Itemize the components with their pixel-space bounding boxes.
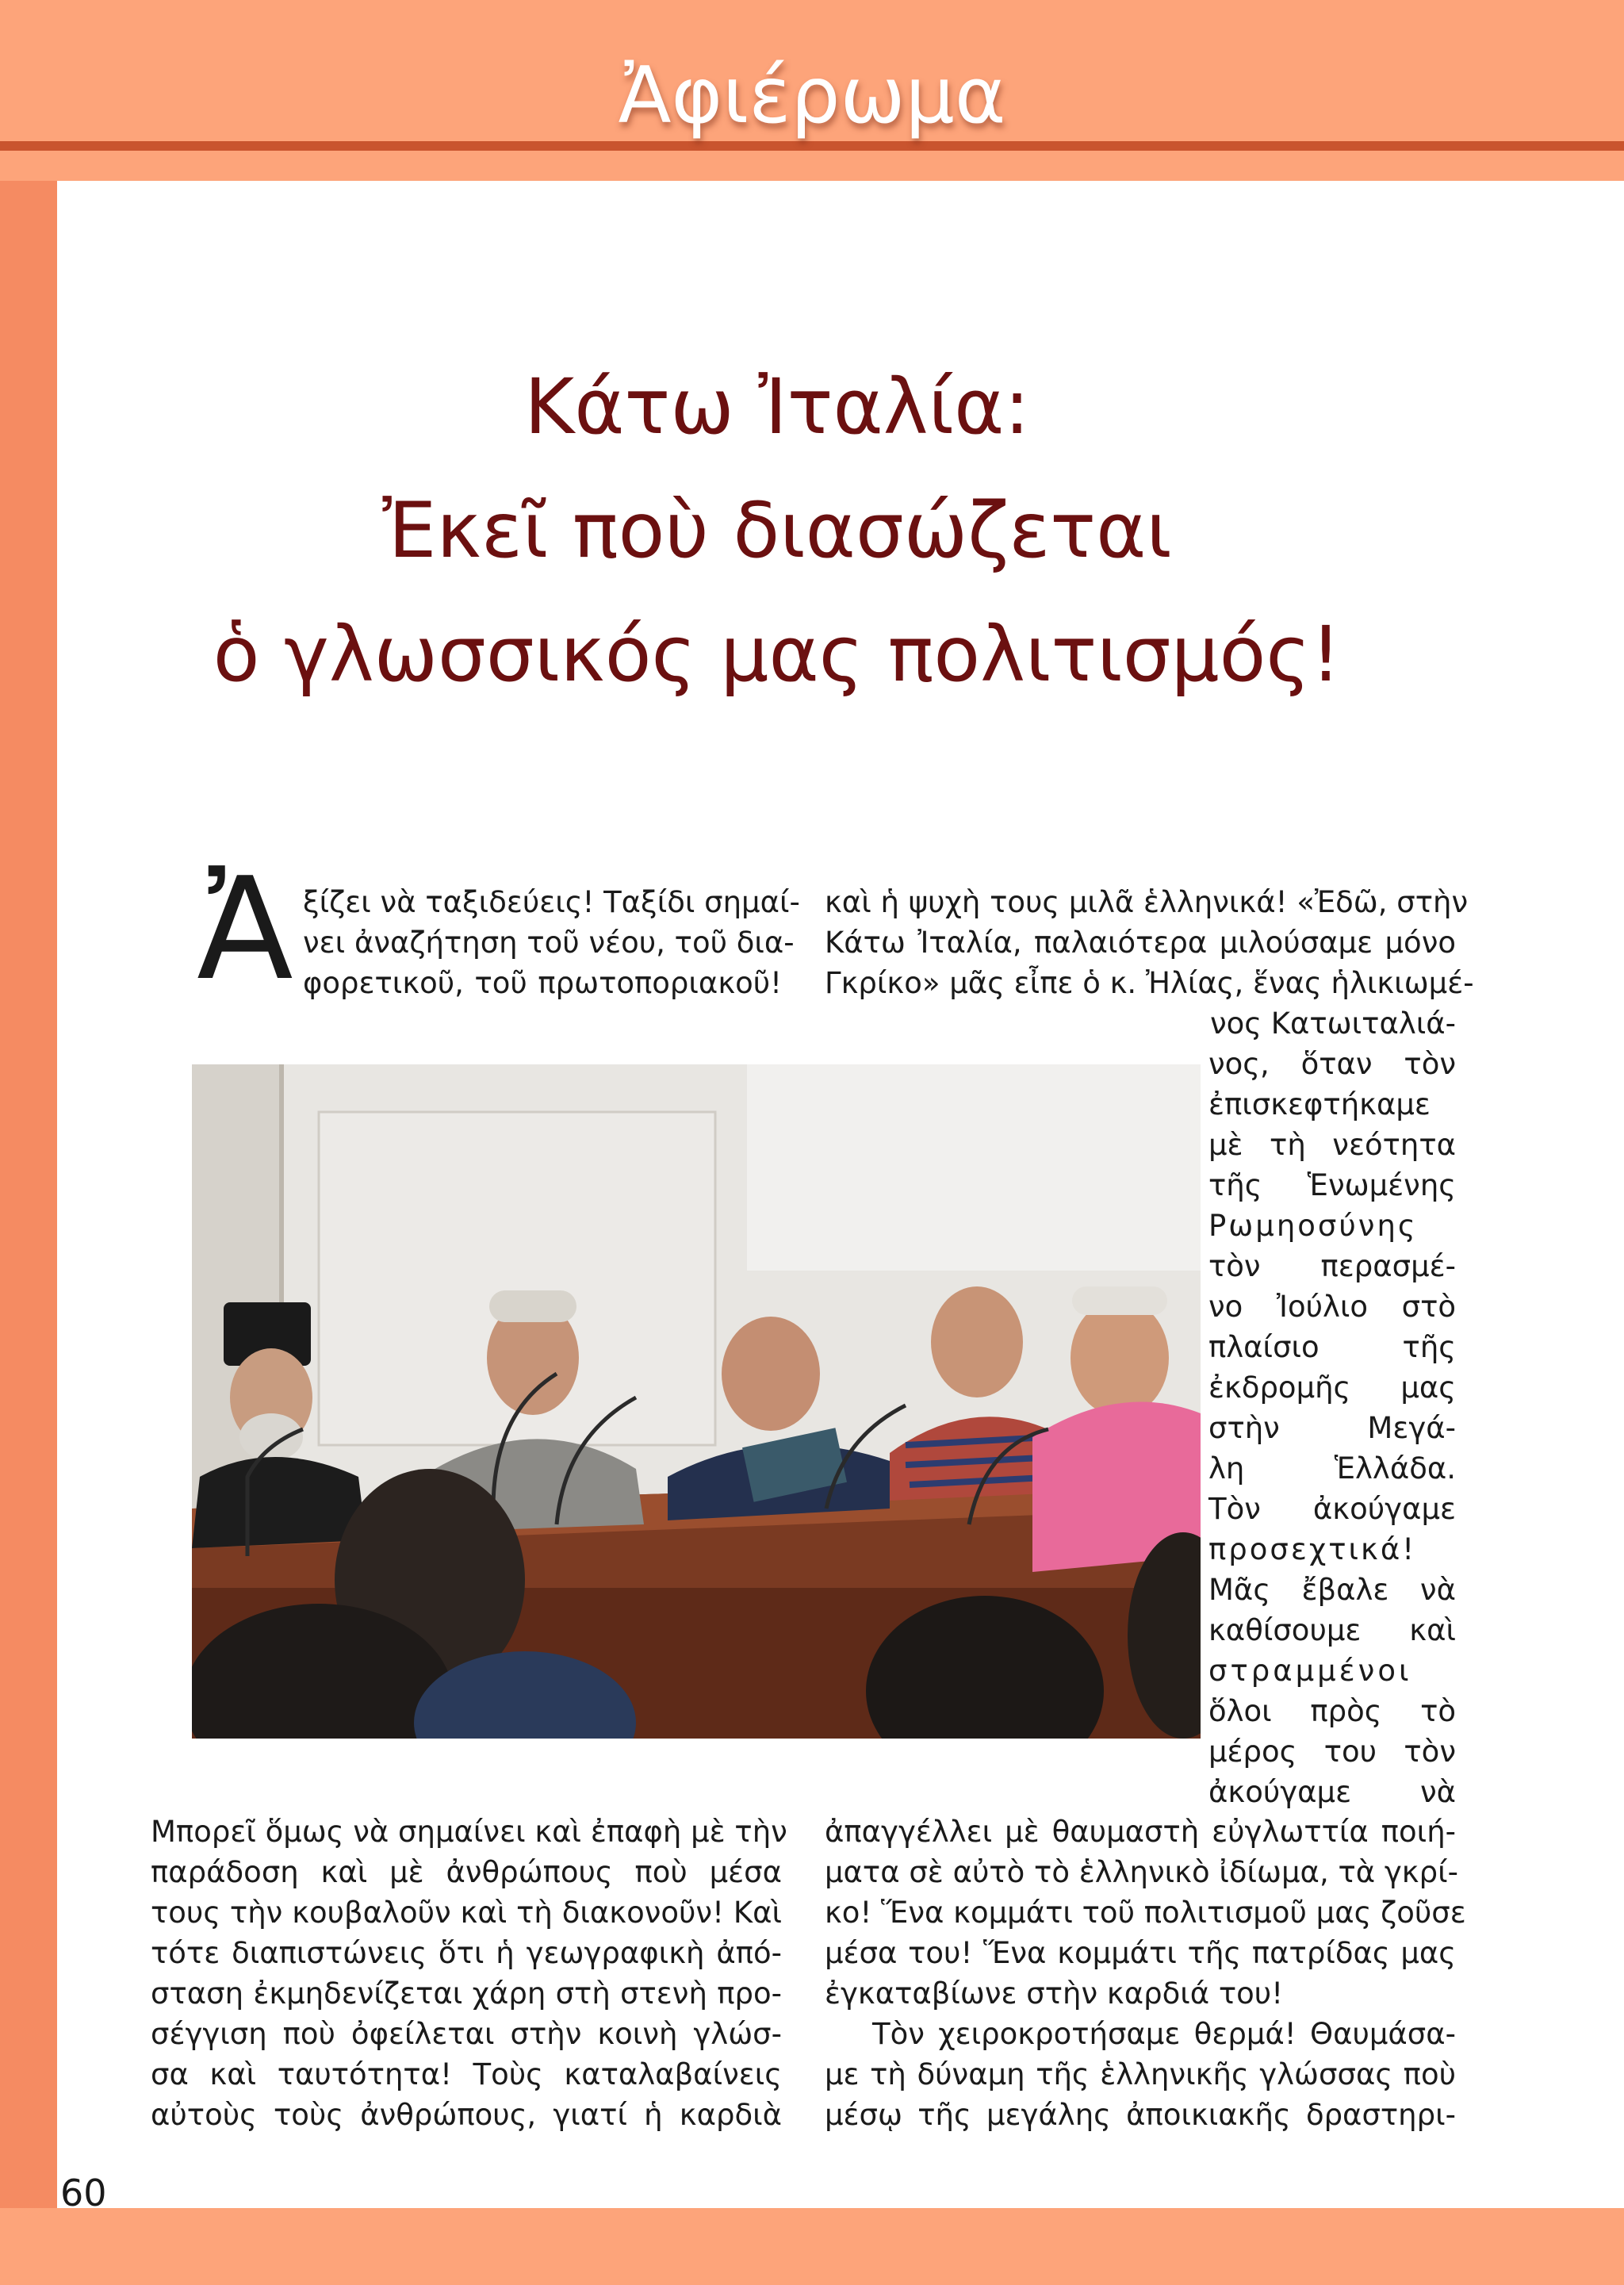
text-line: πλαίσιο τῆς: [1208, 1330, 1456, 1364]
text-line: παράδοση καὶ μὲ ἀνθρώπους ποὺ μέσα: [151, 1855, 782, 1889]
title-line: Ἐκεῖ ποὺ διασώζεται: [382, 486, 1172, 575]
text-line: ἐπισκεφτήκαμε: [1208, 1087, 1431, 1121]
text-line: αὐτοὺς τοὺς ἀνθρώπους, γιατί ἡ καρδιὰ: [151, 2098, 782, 2132]
text-line: νει ἀναζήτηση τοῦ νέου, τοῦ δια-: [303, 926, 795, 960]
text-line: σταση ἐκμηδενίζεται χάρη στὴ στενὴ προ-: [151, 1976, 782, 2011]
column2-narrow-paragraph: [1208, 1003, 1456, 1812]
text-line: καθίσουμε καὶ: [1208, 1613, 1456, 1647]
text-line: στὴν Μεγά-: [1208, 1411, 1456, 1445]
intro-paragraph: [303, 882, 800, 1003]
left-margin-strip: [0, 0, 57, 2285]
column2-top-paragraph: [825, 882, 1474, 1003]
text-line: σέγγιση ποὺ ὀφείλεται στὴν κοινὴ γλώσ-: [151, 2017, 782, 2051]
text-line: Τὸν ἀκούγαμε: [1208, 1492, 1456, 1526]
section-label: Ἀφιέρωμα: [618, 51, 1006, 141]
text-line: Μπορεῖ ὅμως νὰ σημαίνει καὶ ἐπαφὴ μὲ τὴν: [151, 1815, 787, 1849]
panel-discussion-photo: [192, 1064, 1201, 1739]
text-line: καὶ ἡ ψυχὴ τους μιλᾶ ἑλληνικά! «Ἐδῶ, στὴν: [825, 885, 1469, 919]
text-line: προσεχτικά!: [1208, 1532, 1417, 1566]
text-line: κο! Ἕνα κομμάτι τοῦ πολιτισμοῦ μας ζοῦσε: [825, 1896, 1466, 1930]
page-number: 60: [60, 2172, 107, 2214]
article-title: [111, 345, 1443, 716]
text-line: λη Ἑλλάδα.: [1208, 1451, 1456, 1486]
title-line: Κάτω Ἰταλία:: [524, 362, 1030, 451]
text-line: σα καὶ ταυτότητα! Τοὺς καταλαβαίνεις: [151, 2057, 782, 2091]
text-line: Ρωμηοσύνης: [1208, 1209, 1418, 1243]
text-line: μέσῳ τῆς μεγάλης ἀποικιακῆς δραστηρι-: [825, 2098, 1456, 2132]
text-line: ματα σὲ αὐτὸ τὸ ἑλληνικὸ ἰδίωμα, τὰ γκρί-: [825, 1855, 1458, 1889]
text-line: τους τὴν κουβαλοῦν καὶ τὴ διακονοῦν! Καὶ: [151, 1896, 782, 1930]
photo-projection-screen: [747, 1064, 1201, 1271]
text-line: νο Ἰούλιο στὸ: [1208, 1290, 1456, 1324]
column1-bottom-paragraph: [151, 1812, 787, 2135]
text-line: στραμμένοι: [1208, 1654, 1412, 1688]
text-line: μὲ τὴ νεότητα: [1208, 1128, 1456, 1162]
header-rule: [0, 141, 1624, 151]
text-line: νος, ὅταν τὸν: [1208, 1047, 1456, 1081]
article-photo: [192, 1064, 1201, 1739]
text-line: με τὴ δύναμη τῆς ἑλληνικῆς γλώσσας ποὺ: [825, 2057, 1456, 2091]
text-line: τότε διαπιστώνεις ὅτι ἡ γεωγραφικὴ ἀπό-: [151, 1936, 782, 1970]
text-line: τῆς Ἑνωμένης: [1208, 1168, 1456, 1202]
column2-bottom-paragraph: [825, 1812, 1466, 2135]
text-line: Μᾶς ἔβαλε νὰ: [1208, 1573, 1456, 1607]
footer-band: [0, 2208, 1624, 2285]
text-line: μέρος του τὸν: [1208, 1735, 1456, 1769]
text-line: Γκρίκο» μᾶς εἶπε ὁ κ. Ἠλίας, ἕνας ἡλικιωμέ-: [825, 966, 1474, 1000]
text-line: νος Κατωιταλιά-: [1209, 1006, 1456, 1041]
text-line: ἐκδρομῆς μας: [1208, 1371, 1456, 1405]
title-line: ὁ γλωσσικός μας πολιτισμός!: [213, 610, 1342, 699]
text-line: φορετικοῦ, τοῦ πρωτοποριακοῦ!: [303, 966, 782, 1000]
text-line: μέσα του! Ἕνα κομμάτι τῆς πατρίδας μας: [825, 1936, 1456, 1970]
text-line: ἐγκαταβίωνε στὴν καρδιά του!: [825, 1976, 1284, 2011]
drop-cap: Ἀ: [197, 847, 293, 1011]
photo-person-priest-robe: [192, 1457, 366, 1548]
text-line: ξίζει νὰ ταξιδεύεις! Ταξίδι σημαί-: [303, 885, 800, 919]
text-line: ὅλοι πρὸς τὸ: [1208, 1694, 1456, 1728]
text-line: ἀκούγαμε νὰ: [1208, 1775, 1456, 1809]
text-line: τὸν περασμέ-: [1208, 1249, 1456, 1283]
text-line: Τὸν χειροκροτήσαμε θερμά! Θαυμάσα-: [872, 2017, 1456, 2051]
text-line: Κάτω Ἰταλία, παλαιότερα μιλούσαμε μόνο: [825, 926, 1456, 960]
text-line: ἀπαγγέλλει μὲ θαυμαστὴ εὐγλωττία ποιή-: [825, 1815, 1456, 1849]
